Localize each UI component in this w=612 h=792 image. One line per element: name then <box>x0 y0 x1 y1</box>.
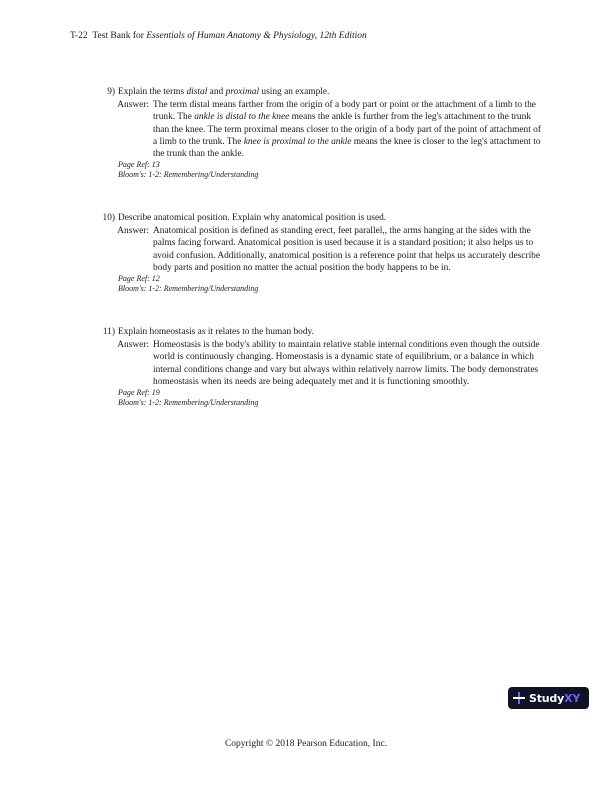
answer-block <box>93 225 543 274</box>
answer-block <box>93 339 543 388</box>
page-ref: Page Ref: 12 <box>118 274 160 284</box>
question-text: Explain homeostasis as it relates to the human body. <box>118 327 314 337</box>
answer-text: The term distal means farther from the origin of a body part or point or the attachment of a limb to the trunk. The ankle is distal to the knee means the ankle is further from the leg's attachment to the trunk than the knee. The term proximal means closer to the origin of a body part of the point of attachment of a limb to the trunk. The knee is proximal to the ankle means the knee is closer to the leg's attachment to the trunk than the ankle. <box>153 100 541 160</box>
question-text: Explain the terms distal and proximal using an example. <box>118 87 330 97</box>
blooms-level: Bloom's: 1-2: Remembering/Understanding <box>118 398 259 408</box>
blooms-level: Bloom's: 1-2: Remembering/Understanding <box>118 170 259 180</box>
answer-label: Answer: <box>117 226 149 237</box>
copyright-footer: Copyright © 2018 Pearson Education, Inc. <box>224 739 388 749</box>
page-ref: Page Ref: 13 <box>118 160 160 170</box>
question-prompt <box>93 326 543 338</box>
answer-label: Answer: <box>117 340 149 351</box>
question-11 <box>93 326 543 408</box>
blooms-level: Bloom's: 1-2: Remembering/Understanding <box>118 284 259 294</box>
book-title: Essentials of Human Anatomy & Physiology, 12th Edition <box>146 31 367 41</box>
question-prompt <box>93 86 543 98</box>
answer-text: Anatomical position is defined as standing erect, feet parallel,, the arms hanging at the sides with the palms facing forward. Anatomical position is used because it is a standard position; it also helps us to avoid confusion. Additionally, anatomical position is a reference point that helps us accurately describe body parts and position no matter the actual position the body happens to be in. <box>153 226 541 273</box>
page-number: T-22 <box>70 31 88 41</box>
answer-block <box>93 99 543 160</box>
plus-icon <box>513 692 525 704</box>
answer-label: Answer: <box>117 100 149 111</box>
question-10 <box>93 212 543 294</box>
question-number: 11) <box>102 327 115 337</box>
question-number: 10) <box>102 213 115 223</box>
question-number: 9) <box>107 87 115 97</box>
page-ref: Page Ref: 19 <box>118 388 160 398</box>
question-prompt <box>93 212 543 224</box>
question-9 <box>93 86 543 180</box>
logo-text: StudyXY <box>529 691 581 705</box>
answer-text: Homeostasis is the body's ability to maintain relative stable internal conditions even though the outside world is continuously changing. Homeostasis is a dynamic state of equilibrium, or a balance in which internal conditions change and vary but always within relatively narrow limits. The body demonstrates homeostasis when its needs are being adequately met and it is functioning smoothly. <box>153 340 540 387</box>
header-prefix: Test Bank for <box>92 31 144 41</box>
question-text: Describe anatomical position. Explain why anatomical position is used. <box>118 213 387 223</box>
studyxy-logo[interactable] <box>508 687 589 709</box>
page-header <box>70 31 367 41</box>
